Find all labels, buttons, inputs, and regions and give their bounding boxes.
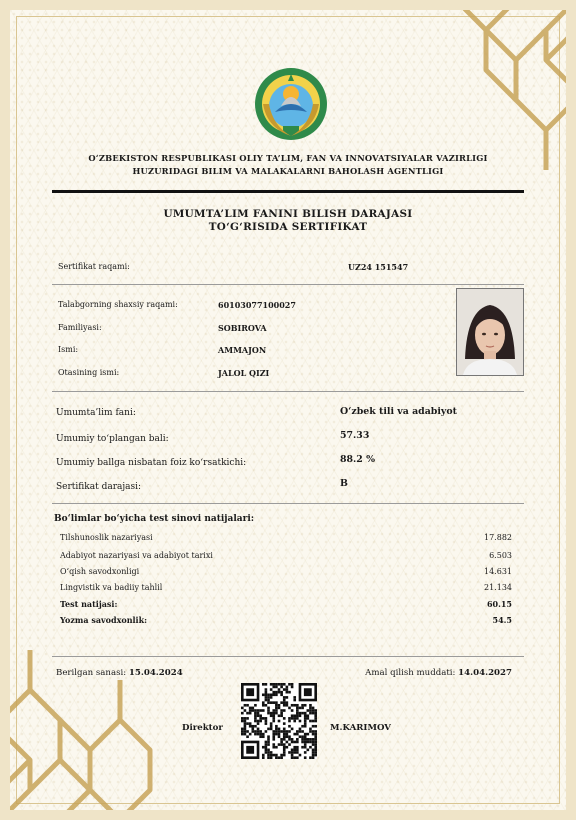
divider-2 — [52, 391, 524, 392]
writing-literacy-value: 54.5 — [492, 615, 512, 625]
subject-value: O‘zbek tili va adabiyot — [340, 406, 457, 417]
test-result-value: 60.15 — [486, 599, 512, 609]
qr-code[interactable] — [241, 683, 317, 759]
certificate-number-value: UZ24 151547 — [348, 262, 409, 272]
portrait-icon — [457, 289, 523, 375]
valid-until-value: 14.04.2027 — [458, 668, 512, 678]
state-emblem-icon — [253, 66, 329, 142]
patronymic-label: Otasining ismi: — [58, 368, 120, 377]
grade-value: B — [340, 478, 348, 489]
divider-3 — [52, 503, 524, 504]
patronymic-value: JALOL QIZI — [218, 368, 270, 378]
score-value: 57.33 — [340, 430, 370, 441]
divider-1 — [52, 284, 524, 285]
agency-line-1: O‘ZBEKISTON RESPUBLIKASI OLIY TA’LIM, FAN VA INNOVATSIYALAR VAZIRLIGI — [88, 153, 488, 163]
grade-label: Sertifikat darajasi: — [56, 482, 142, 492]
subject-label: Umumta’lim fani: — [56, 408, 136, 418]
section-value: 17.882 — [484, 533, 512, 542]
issue-date-label: Berilgan sanasi: — [56, 668, 127, 678]
section-value: 21.134 — [484, 583, 512, 592]
test-result-label: Test natijasi: — [60, 599, 118, 609]
issue-date-value: 15.04.2024 — [128, 668, 183, 678]
name-label: Ismi: — [58, 345, 79, 354]
sections-title: Bo‘limlar bo‘yicha test sinovi natijalari: — [54, 514, 255, 524]
divider-4 — [52, 656, 524, 657]
agency-line-2: HUZURIDAGI BILIM VA MALAKALARNI BAHOLASH AGENTLIGI — [132, 166, 444, 176]
header-divider — [52, 190, 524, 193]
certificate-number-label: Sertifikat raqami: — [58, 262, 130, 271]
section-value: 14.631 — [484, 567, 512, 576]
section-label: Adabiyot nazariyasi va adabiyot tarixi — [60, 551, 213, 560]
section-label: Tilshunoslik nazariyasi — [60, 533, 153, 542]
score-label: Umumiy to‘plangan bali: — [56, 434, 169, 444]
surname-value: SOBIROVA — [218, 323, 267, 333]
title-line-1: UMUMTA’LIM FANINI BILISH DARAJASI — [163, 208, 413, 220]
name-value: AMMAJON — [218, 345, 267, 355]
section-value: 6.503 — [489, 551, 512, 560]
percent-value: 88.2 % — [340, 454, 376, 465]
issue-date — [56, 668, 183, 678]
valid-until — [365, 668, 512, 678]
writing-literacy-label: Yozma savodxonlik: — [60, 615, 148, 625]
issuing-agency — [50, 152, 526, 178]
surname-label: Familiyasi: — [58, 323, 102, 332]
title-line-2: TO‘G‘RISIDA SERTIFIKAT — [208, 221, 368, 233]
section-label: O‘qish savodxonligi — [60, 567, 140, 576]
ornament-top-right-icon — [406, 0, 576, 170]
ornament-bottom-left-icon — [0, 620, 200, 820]
director-name: M.KARIMOV — [330, 723, 391, 733]
director-label: Direktor — [182, 723, 223, 733]
valid-until-label: Amal qilish muddati: — [365, 668, 456, 678]
pin-label: Talabgorning shaxsiy raqami: — [58, 300, 178, 309]
percent-label: Umumiy ballga nisbatan foiz ko‘rsatkichi: — [56, 458, 247, 468]
pin-value: 60103077100027 — [218, 300, 296, 310]
certificate-title — [70, 208, 506, 234]
section-label: Lingvistik va badiiy tahlil — [60, 583, 163, 592]
holder-photo — [456, 288, 524, 376]
